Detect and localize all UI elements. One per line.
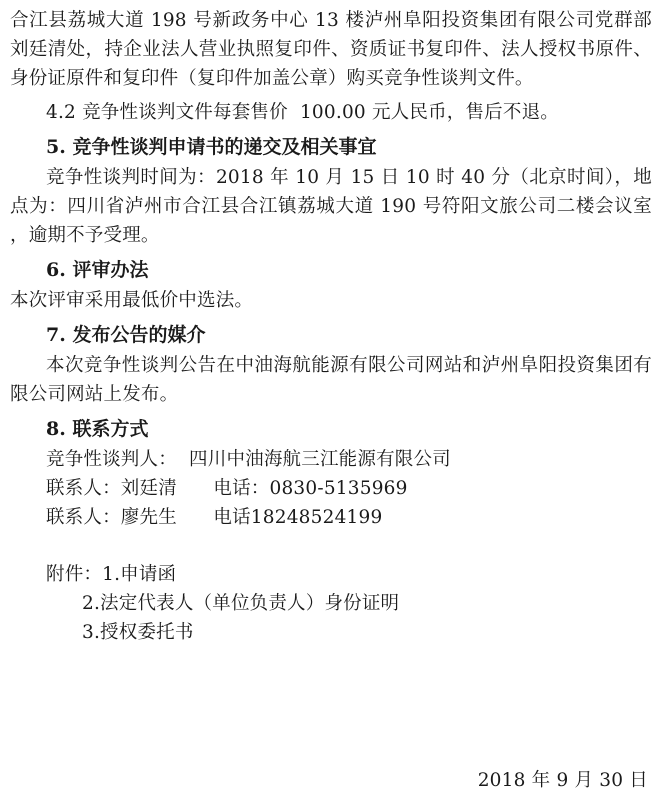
section-5-heading bbox=[10, 132, 652, 163]
section-7-title: 发布公告的媒介 bbox=[72, 324, 206, 346]
contact-line-person-1: 联系人：刘廷清 电话：0830-5135969 bbox=[46, 478, 408, 499]
attachment-item-1: 1.申请函 bbox=[102, 564, 177, 585]
section-7-number: 7. bbox=[46, 324, 66, 346]
spacer bbox=[10, 532, 652, 560]
section-6-heading bbox=[10, 255, 652, 286]
document-date: 2018 年 9 月 30 日 bbox=[477, 770, 648, 791]
section-8-title: 联系方式 bbox=[72, 418, 149, 440]
section-6-number: 6. bbox=[46, 259, 66, 281]
paragraph-4-2: 4.2 竞争性谈判文件每套售价 100.00 元人民币，售后不退。 bbox=[46, 102, 559, 123]
section-5-title: 竞争性谈判申请书的递交及相关事宜 bbox=[72, 136, 377, 158]
section-7-heading bbox=[10, 320, 652, 351]
contact-line-organization: 竞争性谈判人： 四川中油海航三江能源有限公司 bbox=[46, 449, 451, 470]
section-8-number: 8. bbox=[46, 418, 66, 440]
section-8-heading bbox=[10, 414, 652, 445]
attachment-item-3-line: 3.授权委托书 bbox=[82, 622, 194, 643]
attachments-label-line bbox=[10, 560, 652, 589]
section-6-title: 评审办法 bbox=[72, 259, 149, 281]
section-6-paragraph: 本次评审采用最低价中选法。 bbox=[10, 290, 254, 311]
attachments-label: 附件： bbox=[46, 564, 103, 585]
contact-line-person-2: 联系人：廖先生 电话18248524199 bbox=[46, 507, 383, 528]
section-5-paragraph: 竞争性谈判时间为：2018 年 10 月 15 日 10 时 40 分（北京时间），地点为：四川省泸州市合江县合江镇荔城大道 190 号符阳文旅公司二楼会议室 ，逾期不予受理。 bbox=[10, 167, 659, 246]
section-5-number: 5. bbox=[46, 136, 66, 158]
attachment-item-2-line: 2.法定代表人（单位负责人）身份证明 bbox=[82, 593, 400, 614]
section-7-paragraph: 本次竞争性谈判公告在中油海航能源有限公司网站和泸州阜阳投资集团有限公司网站上发布。 bbox=[10, 355, 652, 405]
paragraph-4-1-continued: 合江县荔城大道 198 号新政务中心 13 楼泸州阜阳投资集团有限公司党群部刘廷清处，持企业法人营业执照复印件、资质证书复印件、法人授权书原件、身份证原件和复印件（复印件加盖公章）购买竞争性谈判文件。 bbox=[10, 10, 652, 89]
